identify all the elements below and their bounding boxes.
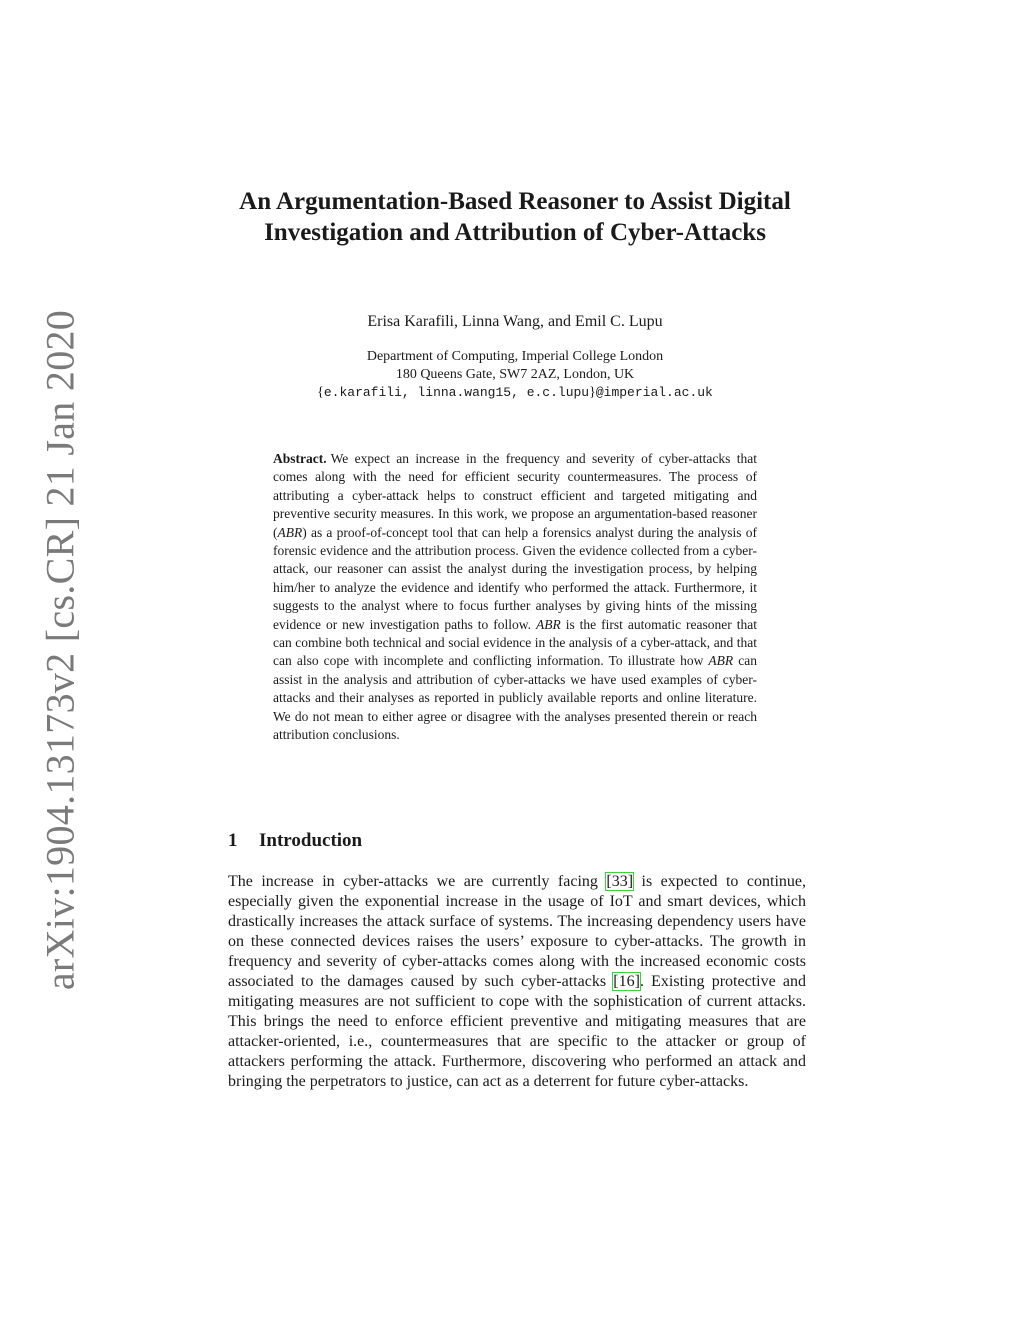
intro-text: is expected to continue, especially given the exponential increase in the usage of IoT and smart devices, which drastically increases the attack surface of systems. The increasing dependency users have on these connected devices raises the users’ exposure to cyber-attacks. The growth in frequency and severity of cyber-attacks comes along with the increased economic costs associated to the damages caused by such cyber-attacks — [228, 873, 806, 990]
section-number: 1 — [228, 830, 238, 851]
abstract-text: ) as a proof-of-concept tool that can help a forensics analyst during the analysis of forensic evidence and the attribution process. Given the evidence collected from a cyber-attack, our reasoner can assist the analyst during the investigation process, by helping him/her to analyze the evidence and identify who performed the attack. Furthermore, it suggests to the analyst where to focus further analyses by giving hints of the missing evidence or new investigation paths to follow. — [273, 524, 757, 632]
affiliation-address: 180 Queens Gate, SW7 2AZ, London, UK — [395, 367, 635, 382]
citation-link[interactable]: [16] — [613, 973, 640, 990]
email-brace-close: } — [589, 385, 596, 400]
affiliation-block — [225, 348, 805, 402]
abstract-label: Abstract. — [273, 451, 327, 466]
abr-acronym: ABR — [535, 616, 561, 632]
abstract-text: can assist in the analysis and attribution of cyber-attacks we have used examples of cyber-attacks and their analyses as reported in publicly available reports and online literature. We do not mean to either agree or disagree with the analyses presented therein or reach attribution conclusions. — [273, 653, 758, 743]
email-domain: @imperial.ac.uk — [595, 385, 713, 400]
paper-title: An Argumentation-Based Reasoner to Assist Digital Investigation and Attribution of Cyber-Attacks — [239, 188, 791, 246]
email-brace-open: { — [317, 385, 324, 400]
abr-acronym: ABR — [277, 524, 303, 540]
intro-text: The increase in cyber-attacks we are currently facing — [228, 873, 607, 890]
email-usernames: e.karafili, linna.wang15, e.c.lupu — [323, 385, 590, 400]
section-heading-introduction — [228, 830, 362, 852]
author-list: Erisa Karafili, Linna Wang, and Emil C. Lupu — [367, 313, 663, 330]
abr-acronym: ABR — [708, 653, 734, 669]
introduction-paragraph — [228, 872, 806, 1092]
abstract-text: is the first automatic reasoner that can combine both technical and social evidence in the analysis of a cyber-attack, and that can also cope with incomplete and conflicting information. To illustrate how — [273, 616, 757, 669]
citation-link[interactable]: [33] — [606, 873, 634, 890]
intro-text: . Existing protective and mitigating measures are not sufficient to cope with the sophistication of current attacks. This brings the need to enforce efficient preventive and mitigating measures that are attacker-oriented, i.e., countermeasures that are specific to the attacker or group of attackers performing the attack. Furthermore, discovering who performed an attack and bringing the perpetrators to justice, can act as a deterrent for future cyber-attacks. — [228, 973, 806, 1090]
affiliation-department: Department of Computing, Imperial College London — [366, 349, 664, 364]
section-title: Introduction — [259, 830, 363, 851]
abstract-text: We expect an increase in the frequency and severity of cyber-attacks that comes along with the need for efficient security countermeasures. The process of attributing a cyber-attack helps to construct efficient and targeted mitigating and preventive security measures. In this work, we propose an argumentation-based reasoner ( — [273, 451, 757, 540]
arxiv-identifier-stamp: arXiv:1904.13173v2 [cs.CR] 21 Jan 2020 — [37, 309, 83, 991]
author-emails — [225, 384, 805, 402]
abstract — [273, 450, 757, 745]
